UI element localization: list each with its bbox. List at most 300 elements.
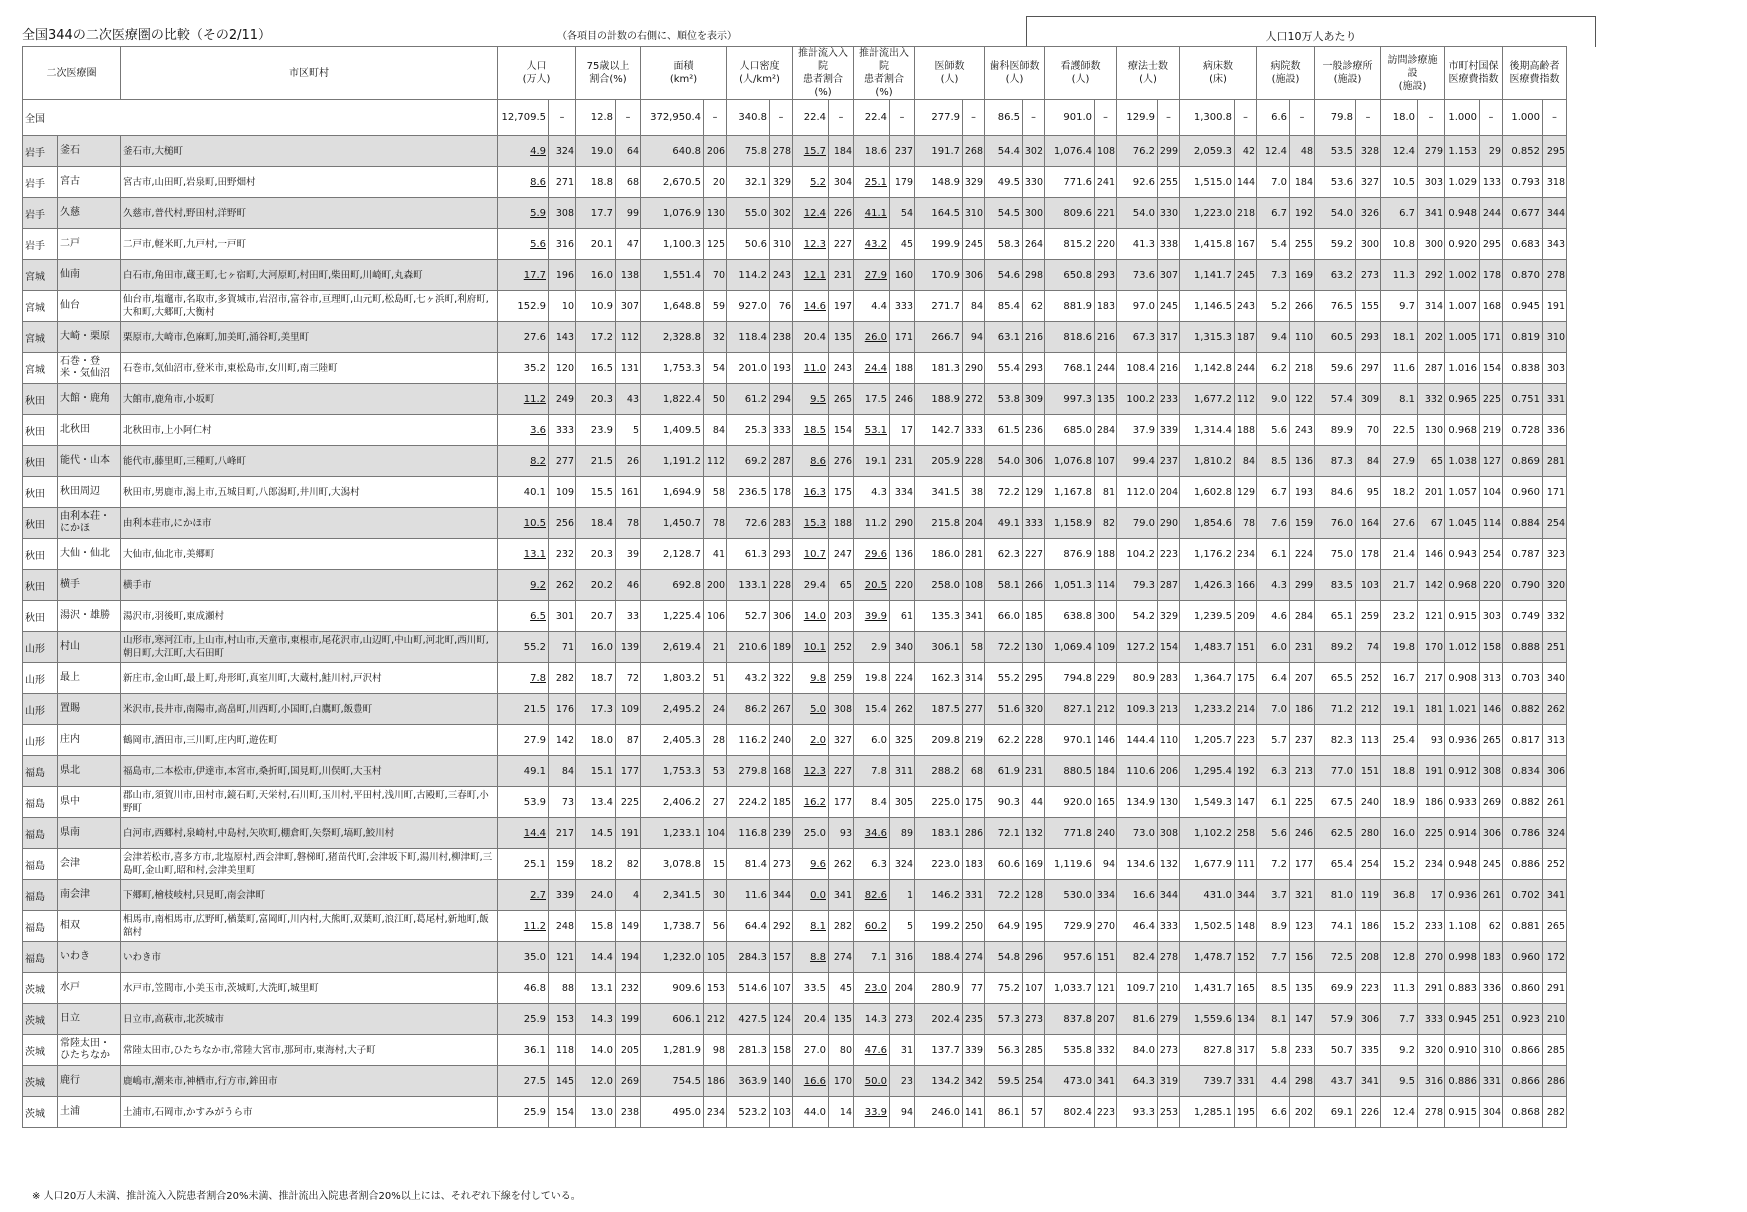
value-cell: 0.677 — [1503, 198, 1543, 229]
column-header: 一般診療所 (施設) — [1315, 47, 1381, 100]
rank-cell: 74 — [1356, 632, 1381, 663]
rank-cell: 108 — [963, 570, 985, 601]
area-cell: 最上 — [58, 663, 121, 694]
rank-cell: 135 — [1290, 973, 1315, 1004]
rank-cell: 84 — [549, 756, 576, 787]
value-cell: 23.0 — [854, 973, 890, 1004]
rank-cell: 273 — [1356, 260, 1381, 291]
value-cell: 258.0 — [915, 570, 963, 601]
rank-cell: 262 — [549, 570, 576, 601]
rank-cell: 243 — [1290, 415, 1315, 446]
rank-cell: 171 — [890, 322, 915, 353]
value-cell: 14.6 — [793, 291, 829, 322]
value-cell: 0.0 — [793, 880, 829, 911]
rank-cell: 287 — [1418, 353, 1445, 384]
value-cell: 109.3 — [1117, 694, 1158, 725]
value-cell: 181.3 — [915, 353, 963, 384]
value-cell: 14.0 — [576, 1035, 616, 1066]
value-cell: 21.5 — [498, 694, 549, 725]
value-cell: 17.5 — [854, 384, 890, 415]
value-cell: 21.7 — [1381, 570, 1418, 601]
value-cell: 0.886 — [1445, 1066, 1480, 1097]
value-cell: 9.4 — [1257, 322, 1290, 353]
value-cell: 85.4 — [985, 291, 1023, 322]
rank-cell: 57 — [1023, 1097, 1045, 1128]
rank-cell: 28 — [704, 725, 727, 756]
rank-cell: 201 — [1418, 477, 1445, 508]
value-cell: 431.0 — [1180, 880, 1235, 911]
rank-cell: 107 — [1095, 446, 1117, 477]
value-cell: 2,670.5 — [641, 167, 704, 198]
rank-cell: 285 — [1023, 1035, 1045, 1066]
column-header: 後期高齢者 医療費指数 — [1503, 47, 1567, 100]
rank-cell: 224 — [1290, 539, 1315, 570]
value-cell: 64.9 — [985, 911, 1023, 942]
table-row — [23, 446, 1567, 477]
rank-cell: 251 — [1543, 632, 1567, 663]
value-cell: 1,076.9 — [641, 198, 704, 229]
rank-cell: 300 — [1356, 229, 1381, 260]
rank-cell: 313 — [1480, 663, 1503, 694]
value-cell: 640.8 — [641, 136, 704, 167]
value-cell: 11.3 — [1381, 260, 1418, 291]
value-cell: 1,223.0 — [1180, 198, 1235, 229]
rank-cell: 188 — [1095, 539, 1117, 570]
table-row — [23, 570, 1567, 601]
rank-cell: 252 — [829, 632, 854, 663]
value-cell: 0.790 — [1503, 570, 1543, 601]
value-cell: 8.5 — [1257, 973, 1290, 1004]
rank-cell: 175 — [829, 477, 854, 508]
rank-cell: 297 — [1356, 353, 1381, 384]
area-cell: 北秋田 — [58, 415, 121, 446]
value-cell: 0.884 — [1503, 508, 1543, 539]
value-cell: 58.3 — [985, 229, 1023, 260]
national-rank: – — [829, 100, 854, 136]
rank-cell: 214 — [1235, 694, 1257, 725]
column-header: 人口密度 (人/km²) — [727, 47, 793, 100]
rank-cell: 164 — [1356, 508, 1381, 539]
rank-cell: 78 — [1235, 508, 1257, 539]
value-cell: 14.4 — [498, 818, 549, 849]
rank-cell: 278 — [1158, 942, 1180, 973]
rank-cell: 225 — [1290, 787, 1315, 818]
rank-cell: 193 — [1290, 477, 1315, 508]
rank-cell: 264 — [1023, 229, 1045, 260]
rank-cell: 281 — [963, 539, 985, 570]
value-cell: 19.0 — [576, 136, 616, 167]
value-cell: 15.2 — [1381, 849, 1418, 880]
rank-cell: 269 — [1480, 787, 1503, 818]
rank-cell: 231 — [829, 260, 854, 291]
rank-cell: 220 — [1480, 570, 1503, 601]
area-cell: 日立 — [58, 1004, 121, 1035]
value-cell: 15.4 — [854, 694, 890, 725]
prefecture-cell: 秋田 — [23, 477, 58, 508]
rank-cell: 56 — [704, 911, 727, 942]
rank-cell: 245 — [1480, 849, 1503, 880]
value-cell: 133.1 — [727, 570, 770, 601]
cities-cell: 新庄市,金山町,最上町,舟形町,真室川町,大蔵村,鮭川村,戸沢村 — [121, 663, 498, 694]
value-cell: 54.0 — [1315, 198, 1356, 229]
rank-cell: 146 — [1095, 725, 1117, 756]
rank-cell: 308 — [549, 198, 576, 229]
rank-cell: 266 — [1290, 291, 1315, 322]
rank-cell: 286 — [963, 818, 985, 849]
value-cell: 65.1 — [1315, 601, 1356, 632]
value-cell: 82.4 — [1117, 942, 1158, 973]
rank-cell: 70 — [704, 260, 727, 291]
value-cell: 2,405.3 — [641, 725, 704, 756]
value-cell: 771.8 — [1045, 818, 1095, 849]
rank-cell: 203 — [829, 601, 854, 632]
value-cell: 11.6 — [1381, 353, 1418, 384]
rank-cell: 276 — [829, 446, 854, 477]
rank-cell: 217 — [1418, 663, 1445, 694]
rank-cell: 277 — [963, 694, 985, 725]
value-cell: 25.4 — [1381, 725, 1418, 756]
rank-cell: 209 — [1235, 601, 1257, 632]
value-cell: 27.6 — [1381, 508, 1418, 539]
area-cell: 大崎・栗原 — [58, 322, 121, 353]
rank-cell: 295 — [1543, 136, 1567, 167]
value-cell: 72.6 — [727, 508, 770, 539]
value-cell: 7.8 — [854, 756, 890, 787]
value-cell: 13.1 — [498, 539, 549, 570]
header-cities: 市区町村 — [121, 47, 498, 100]
rank-cell: 155 — [1356, 291, 1381, 322]
rank-cell: 333 — [1418, 1004, 1445, 1035]
national-value: 22.4 — [854, 100, 890, 136]
national-rank: – — [1543, 100, 1567, 136]
rank-cell: 154 — [829, 415, 854, 446]
rank-cell: 208 — [1356, 942, 1381, 973]
rank-cell: 307 — [616, 291, 641, 322]
rank-cell: 224 — [890, 663, 915, 694]
rank-cell: 5 — [890, 911, 915, 942]
value-cell: 6.3 — [1257, 756, 1290, 787]
column-header: 看護師数 (人) — [1045, 47, 1117, 100]
value-cell: 20.2 — [576, 570, 616, 601]
prefecture-cell: 秋田 — [23, 384, 58, 415]
value-cell: 36.8 — [1381, 880, 1418, 911]
value-cell: 0.817 — [1503, 725, 1543, 756]
table-row — [23, 911, 1567, 942]
rank-cell: 176 — [549, 694, 576, 725]
rank-cell: 23 — [890, 1066, 915, 1097]
rank-cell: 259 — [829, 663, 854, 694]
value-cell: 6.7 — [1257, 198, 1290, 229]
cities-cell: 横手市 — [121, 570, 498, 601]
value-cell: 306.1 — [915, 632, 963, 663]
rank-cell: 178 — [1356, 539, 1381, 570]
rank-cell: 261 — [1480, 880, 1503, 911]
value-cell: 29.4 — [793, 570, 829, 601]
rank-cell: 321 — [1290, 880, 1315, 911]
value-cell: 116.8 — [727, 818, 770, 849]
rank-cell: 183 — [1480, 942, 1503, 973]
rank-cell: 284 — [1290, 601, 1315, 632]
area-cell: 横手 — [58, 570, 121, 601]
rank-cell: 189 — [770, 632, 793, 663]
value-cell: 1,233.2 — [1180, 694, 1235, 725]
value-cell: 87.3 — [1315, 446, 1356, 477]
rank-cell: 121 — [549, 942, 576, 973]
value-cell: 6.1 — [1257, 787, 1290, 818]
value-cell: 0.960 — [1503, 942, 1543, 973]
prefecture-cell: 山形 — [23, 725, 58, 756]
cities-cell: 米沢市,長井市,南陽市,高畠町,川西町,小国町,白鷹町,飯豊町 — [121, 694, 498, 725]
value-cell: 69.9 — [1315, 973, 1356, 1004]
rank-cell: 322 — [770, 663, 793, 694]
rank-cell: 168 — [1480, 291, 1503, 322]
value-cell: 43.7 — [1315, 1066, 1356, 1097]
value-cell: 0.936 — [1445, 880, 1480, 911]
value-cell: 0.914 — [1445, 818, 1480, 849]
value-cell: 1.057 — [1445, 477, 1480, 508]
value-cell: 64.4 — [727, 911, 770, 942]
value-cell: 16.2 — [793, 787, 829, 818]
value-cell: 363.9 — [727, 1066, 770, 1097]
rank-cell: 160 — [890, 260, 915, 291]
value-cell: 60.2 — [854, 911, 890, 942]
rank-cell: 151 — [1356, 756, 1381, 787]
rank-cell: 151 — [1235, 632, 1257, 663]
rank-cell: 30 — [704, 880, 727, 911]
header-row — [23, 47, 1567, 100]
prefecture-cell: 福島 — [23, 849, 58, 880]
value-cell: 2.7 — [498, 880, 549, 911]
value-cell: 7.2 — [1257, 849, 1290, 880]
prefecture-cell: 岩手 — [23, 167, 58, 198]
area-cell: 釜石 — [58, 136, 121, 167]
rank-cell: 109 — [616, 694, 641, 725]
national-value: 901.0 — [1045, 100, 1095, 136]
value-cell: 809.6 — [1045, 198, 1095, 229]
rank-cell: 254 — [1356, 849, 1381, 880]
value-cell: 75.2 — [985, 973, 1023, 1004]
rank-cell: 319 — [1158, 1066, 1180, 1097]
value-cell: 7.0 — [1257, 167, 1290, 198]
rank-cell: 223 — [1095, 1097, 1117, 1128]
rank-cell: 206 — [1158, 756, 1180, 787]
value-cell: 27.9 — [1381, 446, 1418, 477]
rank-cell: 331 — [1543, 384, 1567, 415]
national-row — [23, 100, 1567, 136]
rank-cell: 279 — [1158, 1004, 1180, 1035]
rank-cell: 82 — [616, 849, 641, 880]
value-cell: 53.1 — [854, 415, 890, 446]
table-row — [23, 477, 1567, 508]
value-cell: 187.5 — [915, 694, 963, 725]
value-cell: 53.8 — [985, 384, 1023, 415]
rank-cell: 339 — [963, 1035, 985, 1066]
rank-cell: 165 — [1235, 973, 1257, 1004]
cities-cell: 石巻市,気仙沼市,登米市,東松島市,女川町,南三陸町 — [121, 353, 498, 384]
value-cell: 8.5 — [1257, 446, 1290, 477]
value-cell: 1,076.4 — [1045, 136, 1095, 167]
value-cell: 16.0 — [576, 260, 616, 291]
rank-cell: 178 — [1480, 260, 1503, 291]
rank-cell: 258 — [1235, 818, 1257, 849]
rank-cell: 344 — [1543, 198, 1567, 229]
value-cell: 137.7 — [915, 1035, 963, 1066]
rank-cell: 125 — [704, 229, 727, 260]
rank-cell: 129 — [1235, 477, 1257, 508]
value-cell: 7.0 — [1257, 694, 1290, 725]
value-cell: 118.4 — [727, 322, 770, 353]
value-cell: 17.7 — [498, 260, 549, 291]
rank-cell: 151 — [1095, 942, 1117, 973]
value-cell: 266.7 — [915, 322, 963, 353]
rank-cell: 306 — [1480, 818, 1503, 849]
rank-cell: 210 — [1158, 973, 1180, 1004]
value-cell: 15.3 — [793, 508, 829, 539]
value-cell: 11.2 — [498, 911, 549, 942]
table-row — [23, 322, 1567, 353]
value-cell: 685.0 — [1045, 415, 1095, 446]
rank-hint: （各項目の計数の右側に、順位を表示） — [557, 31, 737, 42]
rank-cell: 306 — [1543, 756, 1567, 787]
prefecture-cell: 山形 — [23, 663, 58, 694]
value-cell: 14.0 — [793, 601, 829, 632]
area-cell: 県南 — [58, 818, 121, 849]
rank-cell: 243 — [829, 353, 854, 384]
rank-cell: 77 — [963, 973, 985, 1004]
rank-cell: 114 — [1095, 570, 1117, 601]
value-cell: 0.819 — [1503, 322, 1543, 353]
rank-cell: 1 — [890, 880, 915, 911]
rank-cell: 273 — [1158, 1035, 1180, 1066]
rank-cell: 171 — [1480, 322, 1503, 353]
rank-cell: 333 — [1158, 911, 1180, 942]
value-cell: 284.3 — [727, 942, 770, 973]
rank-cell: 333 — [963, 415, 985, 446]
area-cell: 会津 — [58, 849, 121, 880]
value-cell: 8.8 — [793, 942, 829, 973]
rank-cell: 287 — [1158, 570, 1180, 601]
rank-cell: 218 — [1290, 353, 1315, 384]
value-cell: 4.6 — [1257, 601, 1290, 632]
rank-cell: 183 — [1095, 291, 1117, 322]
rank-cell: 218 — [1235, 198, 1257, 229]
prefecture-cell: 福島 — [23, 787, 58, 818]
rank-cell: 329 — [1158, 601, 1180, 632]
value-cell: 35.0 — [498, 942, 549, 973]
value-cell: 164.5 — [915, 198, 963, 229]
rank-cell: 179 — [890, 167, 915, 198]
value-cell: 14.3 — [854, 1004, 890, 1035]
value-cell: 827.1 — [1045, 694, 1095, 725]
column-header: 人口 (万人) — [498, 47, 576, 100]
table-row — [23, 415, 1567, 446]
value-cell: 10.8 — [1381, 229, 1418, 260]
rank-cell: 159 — [1290, 508, 1315, 539]
table-row — [23, 291, 1567, 322]
rank-cell: 244 — [1480, 198, 1503, 229]
value-cell: 65.4 — [1315, 849, 1356, 880]
rank-cell: 212 — [1095, 694, 1117, 725]
column-header: 75歳以上 割合(%) — [576, 47, 641, 100]
rank-cell: 327 — [1356, 167, 1381, 198]
value-cell: 0.852 — [1503, 136, 1543, 167]
rank-cell: 138 — [616, 260, 641, 291]
value-cell: 191.7 — [915, 136, 963, 167]
rank-cell: 197 — [829, 291, 854, 322]
rank-cell: 329 — [770, 167, 793, 198]
rank-cell: 254 — [1543, 508, 1567, 539]
rank-cell: 237 — [1158, 446, 1180, 477]
value-cell: 1,102.2 — [1180, 818, 1235, 849]
value-cell: 8.2 — [498, 446, 549, 477]
rank-cell: 330 — [1023, 167, 1045, 198]
rank-cell: 192 — [1290, 198, 1315, 229]
rank-cell: 68 — [616, 167, 641, 198]
rank-cell: 185 — [770, 787, 793, 818]
value-cell: 97.0 — [1117, 291, 1158, 322]
value-cell: 1,431.7 — [1180, 973, 1235, 1004]
rank-cell: 199 — [616, 1004, 641, 1035]
cities-cell: 土浦市,石岡市,かすみがうら市 — [121, 1097, 498, 1128]
area-cell: 湯沢・雄勝 — [58, 601, 121, 632]
rank-cell: 259 — [1356, 601, 1381, 632]
rank-cell: 272 — [963, 384, 985, 415]
value-cell: 5.6 — [498, 229, 549, 260]
value-cell: 12.4 — [1257, 136, 1290, 167]
value-cell: 0.908 — [1445, 663, 1480, 694]
rank-cell: 318 — [1543, 167, 1567, 198]
national-value: 1.000 — [1503, 100, 1543, 136]
rank-cell: 194 — [616, 942, 641, 973]
value-cell: 1,415.8 — [1180, 229, 1235, 260]
table-row — [23, 167, 1567, 198]
rank-cell: 237 — [1290, 725, 1315, 756]
value-cell: 13.0 — [576, 1097, 616, 1128]
national-value: 129.9 — [1117, 100, 1158, 136]
value-cell: 1,551.4 — [641, 260, 704, 291]
value-cell: 72.5 — [1315, 942, 1356, 973]
value-cell: 2,059.3 — [1180, 136, 1235, 167]
value-cell: 11.2 — [498, 384, 549, 415]
table-row — [23, 508, 1567, 539]
value-cell: 62.5 — [1315, 818, 1356, 849]
rank-cell: 344 — [770, 880, 793, 911]
area-cell: 庄内 — [58, 725, 121, 756]
value-cell: 41.3 — [1117, 229, 1158, 260]
rank-cell: 146 — [1418, 539, 1445, 570]
rank-cell: 326 — [1356, 198, 1381, 229]
rank-cell: 158 — [1480, 632, 1503, 663]
value-cell: 4.3 — [854, 477, 890, 508]
rank-cell: 216 — [1158, 353, 1180, 384]
value-cell: 0.866 — [1503, 1035, 1543, 1066]
value-cell: 18.8 — [576, 167, 616, 198]
rank-cell: 287 — [770, 446, 793, 477]
value-cell: 71.2 — [1315, 694, 1356, 725]
table-row — [23, 973, 1567, 1004]
rank-cell: 71 — [549, 632, 576, 663]
value-cell: 9.2 — [498, 570, 549, 601]
rank-cell: 58 — [963, 632, 985, 663]
value-cell: 1,142.8 — [1180, 353, 1235, 384]
rank-cell: 27 — [704, 787, 727, 818]
value-cell: 0.749 — [1503, 601, 1543, 632]
rank-cell: 148 — [1235, 911, 1257, 942]
value-cell: 1,315.3 — [1180, 322, 1235, 353]
value-cell: 1,233.1 — [641, 818, 704, 849]
rank-cell: 298 — [1023, 260, 1045, 291]
value-cell: 1,146.5 — [1180, 291, 1235, 322]
